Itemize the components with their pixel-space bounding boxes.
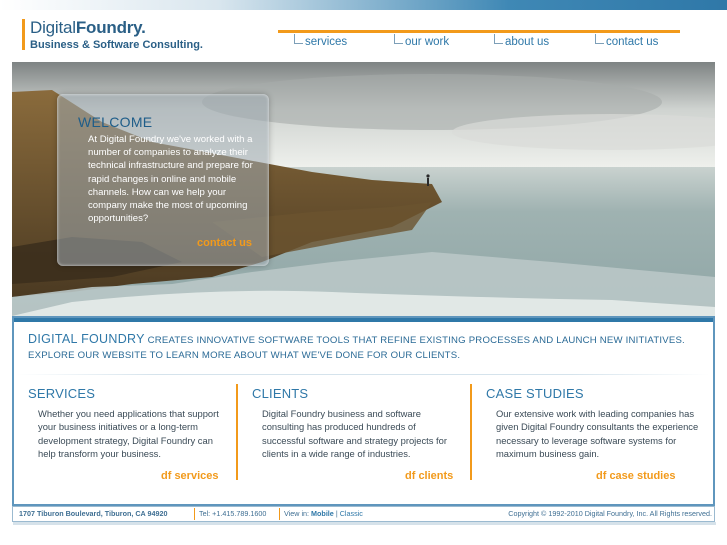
footer-view-label: View in: <box>284 509 310 518</box>
footer-phone: Tel: +1.415.789.1600 <box>199 509 267 518</box>
clients-column <box>252 386 458 482</box>
footer-view-options <box>284 509 363 518</box>
nav-accent-line <box>278 30 680 33</box>
footer-separator <box>279 508 280 520</box>
clients-heading: CLIENTS <box>252 386 309 401</box>
classic-view-link[interactable]: Classic <box>339 509 363 518</box>
welcome-panel <box>57 94 269 266</box>
footer-copyright: Copyright © 1992-2010 Digital Foundry, Inc. All Rights reserved. <box>508 509 712 518</box>
logo-tagline: Business & Software Consulting. <box>30 39 203 51</box>
welcome-heading: WELCOME <box>78 114 153 130</box>
clients-body: Digital Foundry business and software consulting has produced hundreds of successful software and strategy projects for clients in a wide range of industries. <box>262 408 447 460</box>
intro-text: CREATES INNOVATIVE SOFTWARE TOOLS THAT REFINE EXISTING PROCESSES AND LAUNCH NEW INITIATIVES. EXPLORE OUR WEBSITE TO LEARN MORE ABOUT WHAT WE'VE DONE FOR OUR CLIENTS. <box>28 335 685 361</box>
nav-label: our work <box>405 36 450 48</box>
services-heading: SERVICES <box>28 386 96 401</box>
df-services-link[interactable]: df services <box>161 470 219 482</box>
services-column <box>28 386 224 482</box>
column-divider <box>470 384 472 480</box>
services-body: Whether you need applications that support your business initiatives or a long-term development strategy, Digital Foundry can help transform your business. <box>38 408 219 460</box>
df-clients-link[interactable]: df clients <box>405 470 454 482</box>
intro-brand: DIGITAL FOUNDRY <box>28 332 145 346</box>
footer-view-pipe: | <box>335 509 338 518</box>
welcome-body: At Digital Foundry we've worked with a number of companies to analyze their technical infrastructure and prepare for rapid changes in online and mobile channels. How can we help your company make the most of upcoming opportunities? <box>88 134 253 225</box>
nav-elbow-icon <box>394 34 403 44</box>
nav-elbow-icon <box>595 34 604 44</box>
content-panel <box>12 316 715 506</box>
column-divider <box>236 384 238 480</box>
section-divider <box>17 374 710 375</box>
footer-separator <box>194 508 195 520</box>
footer-bar <box>12 506 715 522</box>
case-studies-column <box>486 386 700 482</box>
nav-label: about us <box>505 36 550 48</box>
logo-wordmark: DigitalFoundry. <box>30 18 146 37</box>
intro-statement <box>28 332 708 363</box>
top-gradient-bar <box>0 0 727 10</box>
case-studies-body: Our extensive work with leading companies has given Digital Foundry consultants the experience necessary to leverage software systems for maximum business gain. <box>496 408 699 460</box>
mobile-view-link[interactable]: Mobile <box>311 509 334 518</box>
df-case-studies-link[interactable]: df case studies <box>596 470 676 482</box>
nav-label: contact us <box>606 36 659 48</box>
footer-address: 1707 Tiburon Boulevard, Tiburon, CA 94920 <box>19 509 168 518</box>
welcome-contact-link[interactable]: contact us <box>196 237 252 249</box>
nav-elbow-icon <box>294 34 303 44</box>
site-logo[interactable] <box>22 19 203 50</box>
case-studies-heading: CASE STUDIES <box>486 386 584 401</box>
nav-elbow-icon <box>494 34 503 44</box>
nav-label: services <box>305 36 348 48</box>
